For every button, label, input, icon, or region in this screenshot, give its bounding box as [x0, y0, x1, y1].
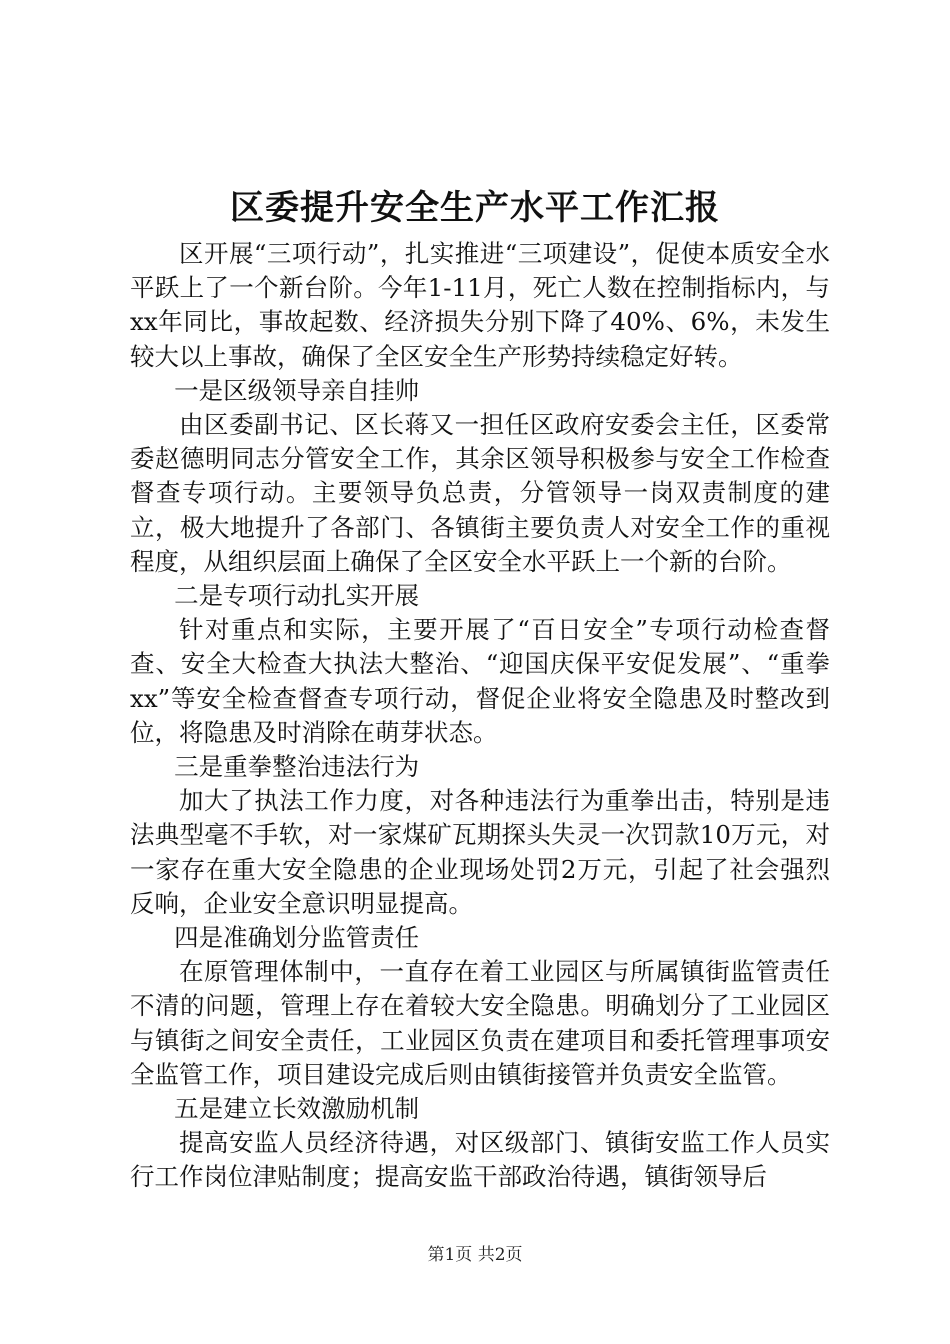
paragraph-section-3: 加大了执法工作力度，对各种违法行为重拳出击，特别是违法典型毫不手软，对一家煤矿瓦期探头失灵一次罚款10万元，对一家存在重大安全隐患的企业现场处罚2万元，引起了社会强烈反响，企业安全意识明显提高。: [130, 786, 830, 918]
paragraph-section-2: 针对重点和实际，主要开展了“百日安全”专项行动检查督查、安全大检查大执法大整治、“迎国庆保平安促发展”、“重拳xx”等安全检查督查专项行动，督促企业将安全隐患及时整改到位，将隐患及时消除在萌芽状态。: [130, 615, 830, 747]
paragraph-section-5: 提高安监人员经济待遇，对区级部门、镇街安监工作人员实行工作岗位津贴制度；提高安监干部政治待遇，镇街领导后: [130, 1128, 830, 1192]
document-title: 区委提升安全生产水平工作汇报: [230, 188, 720, 228]
paragraph-section-4: 在原管理体制中，一直存在着工业园区与所属镇街监管责任不清的问题，管理上存在着较大安全隐患。明确划分了工业园区与镇街之间安全责任，工业园区负责在建项目和委托管理事项安全监管工作，项目建设完成后则由镇街接管并负责安全监管。: [130, 957, 830, 1089]
paragraph-section-1: 由区委副书记、区长蒋又一担任区政府安委会主任，区委常委赵德明同志分管安全工作，其余区领导积极参与安全工作检查督查专项行动。主要领导负总责，分管领导一岗双责制度的建立，极大地提升了各部门、各镇街主要负责人对安全工作的重视程度，从组织层面上确保了全区安全水平跃上一个新的台阶。: [130, 410, 830, 576]
section-heading-3: 三是重拳整治违法行为: [174, 752, 420, 782]
section-heading-5: 五是建立长效激励机制: [174, 1094, 420, 1124]
document-body: [130, 237, 830, 1195]
page-number-footer: 第1页 共2页: [427, 1245, 523, 1265]
paragraph-intro: 区开展“三项行动”，扎实推进“三项建设”，促使本质安全水平跃上了一个新台阶。今年1-11月，死亡人数在控制指标内，与xx年同比，事故起数、经济损失分别下降了40%、6%，未发生较大以上事故，确保了全区安全生产形势持续稳定好转。: [130, 239, 830, 371]
section-heading-1: 一是区级领导亲自挂帅: [174, 375, 420, 405]
section-heading-2: 二是专项行动扎实开展: [174, 581, 420, 611]
section-heading-4: 四是准确划分监管责任: [174, 923, 420, 953]
